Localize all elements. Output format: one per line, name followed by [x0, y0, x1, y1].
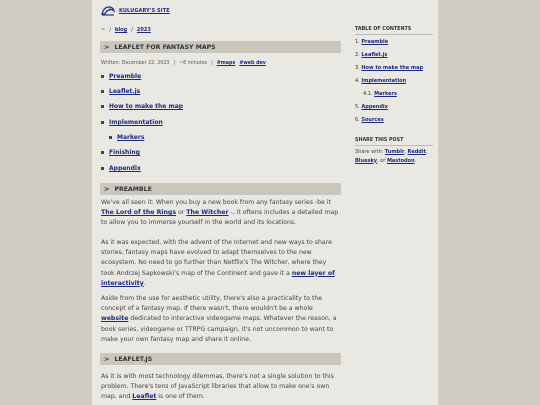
site-logo-icon[interactable] — [101, 5, 115, 17]
chevron-right-icon: > — [104, 185, 110, 193]
post-date: Written: December 22, 2023 — [101, 61, 170, 66]
toc-item — [101, 103, 183, 110]
chevron-right-icon: > — [104, 43, 110, 51]
toc-item — [109, 134, 144, 141]
share-mastodon-link[interactable]: Mastodon — [386, 157, 415, 164]
post-title-bar — [100, 41, 341, 53]
text: Aside from the use for aesthetic utility, there's also a practicality to the concept of a fantasy map. If there wasn't, there wouldn't be a whole — [101, 295, 323, 313]
sidebar-toc-link[interactable]: Implementation — [361, 78, 407, 84]
breadcrumb-separator: / — [131, 27, 133, 33]
breadcrumb-blog-link[interactable]: blog — [114, 27, 128, 33]
paragraph — [101, 238, 341, 289]
share-reddit-link[interactable]: Reddit — [407, 149, 426, 155]
meta-separator: | — [211, 61, 213, 66]
section-title: LEAFLET.JS — [114, 355, 153, 363]
toc-number: 3. — [355, 65, 360, 71]
witcher-link[interactable]: The Witcher — [186, 209, 229, 217]
paragraph — [101, 372, 341, 403]
text: . — [414, 157, 417, 164]
post-read-time: ~6 minutes — [179, 61, 208, 66]
toc-item — [101, 149, 140, 156]
paragraph — [101, 294, 341, 345]
chevron-right-icon: > — [104, 355, 110, 363]
text: or — [176, 209, 187, 217]
text: dedicated to interactive videogame maps. Whatever the reason, a book series, videogame or TTRPG campaign, it's not uncommon to want to make your own fantasy map and share it online. — [101, 315, 337, 343]
tag-link[interactable]: #web dev — [239, 61, 266, 66]
text: Share with: — [355, 149, 385, 155]
text: , or — [377, 157, 387, 164]
toc-item — [101, 73, 141, 80]
toc-number: 4. — [355, 78, 360, 84]
toc-number: 6. — [355, 117, 360, 123]
toc-link-finishing[interactable]: Finishing — [109, 149, 140, 156]
bullet-icon — [101, 121, 104, 124]
breadcrumb — [101, 27, 151, 33]
breadcrumb-year-link[interactable]: 2023 — [136, 27, 151, 33]
sidebar-toc-item — [355, 78, 406, 84]
toc-number: 1. — [355, 39, 360, 45]
sidebar-toc-link[interactable]: Markers — [374, 91, 397, 97]
share-links — [355, 148, 435, 165]
site-header — [101, 5, 170, 17]
toc-link-appendix[interactable]: Appendix — [109, 165, 141, 172]
bullet-icon — [101, 90, 104, 93]
toc-item — [101, 119, 163, 126]
share-bluesky-link[interactable]: Bluesky — [355, 157, 378, 164]
toc-item — [101, 88, 140, 95]
toc-link-implementation[interactable]: Implementation — [109, 119, 163, 126]
breadcrumb-home[interactable]: ~ — [101, 27, 106, 33]
text: , — [426, 149, 428, 155]
section-bar-leaflet — [100, 353, 341, 365]
toc-number: 4.1. — [363, 91, 373, 97]
bullet-icon — [101, 167, 104, 170]
text: , — [404, 149, 408, 155]
sidebar-toc-link[interactable]: Preamble — [361, 39, 389, 45]
toc-link-how-to-make[interactable]: How to make the map — [109, 103, 184, 110]
sidebar-toc-item — [355, 104, 388, 110]
text: . — [143, 279, 146, 287]
text: is one of them. — [156, 393, 205, 401]
interactive-map-link[interactable]: new layer of interactivity — [101, 269, 335, 287]
sidebar-toc-link[interactable]: How to make the map — [361, 65, 424, 71]
sidebar-toc-item — [363, 91, 397, 97]
bullet-icon — [101, 105, 104, 108]
bullet-icon — [101, 151, 104, 154]
breadcrumb-separator: / — [109, 27, 111, 33]
sidebar-toc-item — [355, 52, 387, 58]
page — [92, 0, 438, 405]
toc-item — [101, 165, 141, 172]
sidebar-toc-link[interactable]: Appendix — [361, 104, 388, 110]
sidebar-toc-item — [355, 65, 423, 71]
bullet-icon — [109, 136, 112, 139]
toc-link-markers[interactable]: Markers — [117, 134, 145, 141]
section-bar-preamble — [100, 183, 341, 195]
text: As it was expected, with the advent of the Internet and new ways to share stories, fantasy maps have evolved to adapt themselves to the new ecosystem. No need to go further than Netflix's The Witcher, where they took Andrzej Sapkowski's map of the Continent and gave it a — [101, 239, 332, 277]
post-title: LEAFLET FOR FANTASY MAPS — [114, 43, 216, 51]
toc-link-preamble[interactable]: Preamble — [109, 73, 142, 80]
lotr-link[interactable]: The Lord of the Rings — [101, 209, 177, 217]
sidebar-toc-item — [355, 117, 384, 123]
bullet-icon — [101, 75, 104, 78]
toc-link-leaflet[interactable]: Leaflet.js — [109, 88, 141, 95]
toc-number: 2. — [355, 52, 360, 58]
share-tumblr-link[interactable]: Tumblr — [384, 149, 405, 155]
section-title: PREAMBLE — [114, 185, 152, 193]
tag-link[interactable]: #maps — [216, 61, 236, 66]
toc-number: 5. — [355, 104, 360, 110]
sidebar-toc-link[interactable]: Leaflet.js — [361, 52, 388, 58]
meta-separator: | — [173, 61, 176, 66]
sidebar-toc-heading: TABLE OF CONTENTS — [355, 27, 433, 35]
text: We've all seen it: When you buy a new book from any fantasy series -be it — [101, 199, 331, 206]
website-link[interactable]: website — [101, 315, 129, 323]
sidebar-toc-item — [355, 39, 388, 45]
post-meta — [101, 61, 266, 66]
sidebar-share-heading: SHARE THIS POST — [355, 138, 433, 146]
text: -, it oftens includes a detailed map to allow you to immerse yourself in the world and its locations. — [101, 209, 339, 227]
leaflet-link[interactable]: Leaflet — [132, 393, 157, 401]
text: As it is with most technology dilemmas, there's not a single solution to this problem. There's tens of JavaScript libraries that allow to make one's own map, and — [101, 373, 334, 401]
paragraph — [101, 198, 341, 229]
sidebar-toc-link[interactable]: Sources — [361, 117, 384, 123]
site-title-link[interactable]: KULUGARY'S SITE — [119, 8, 170, 14]
